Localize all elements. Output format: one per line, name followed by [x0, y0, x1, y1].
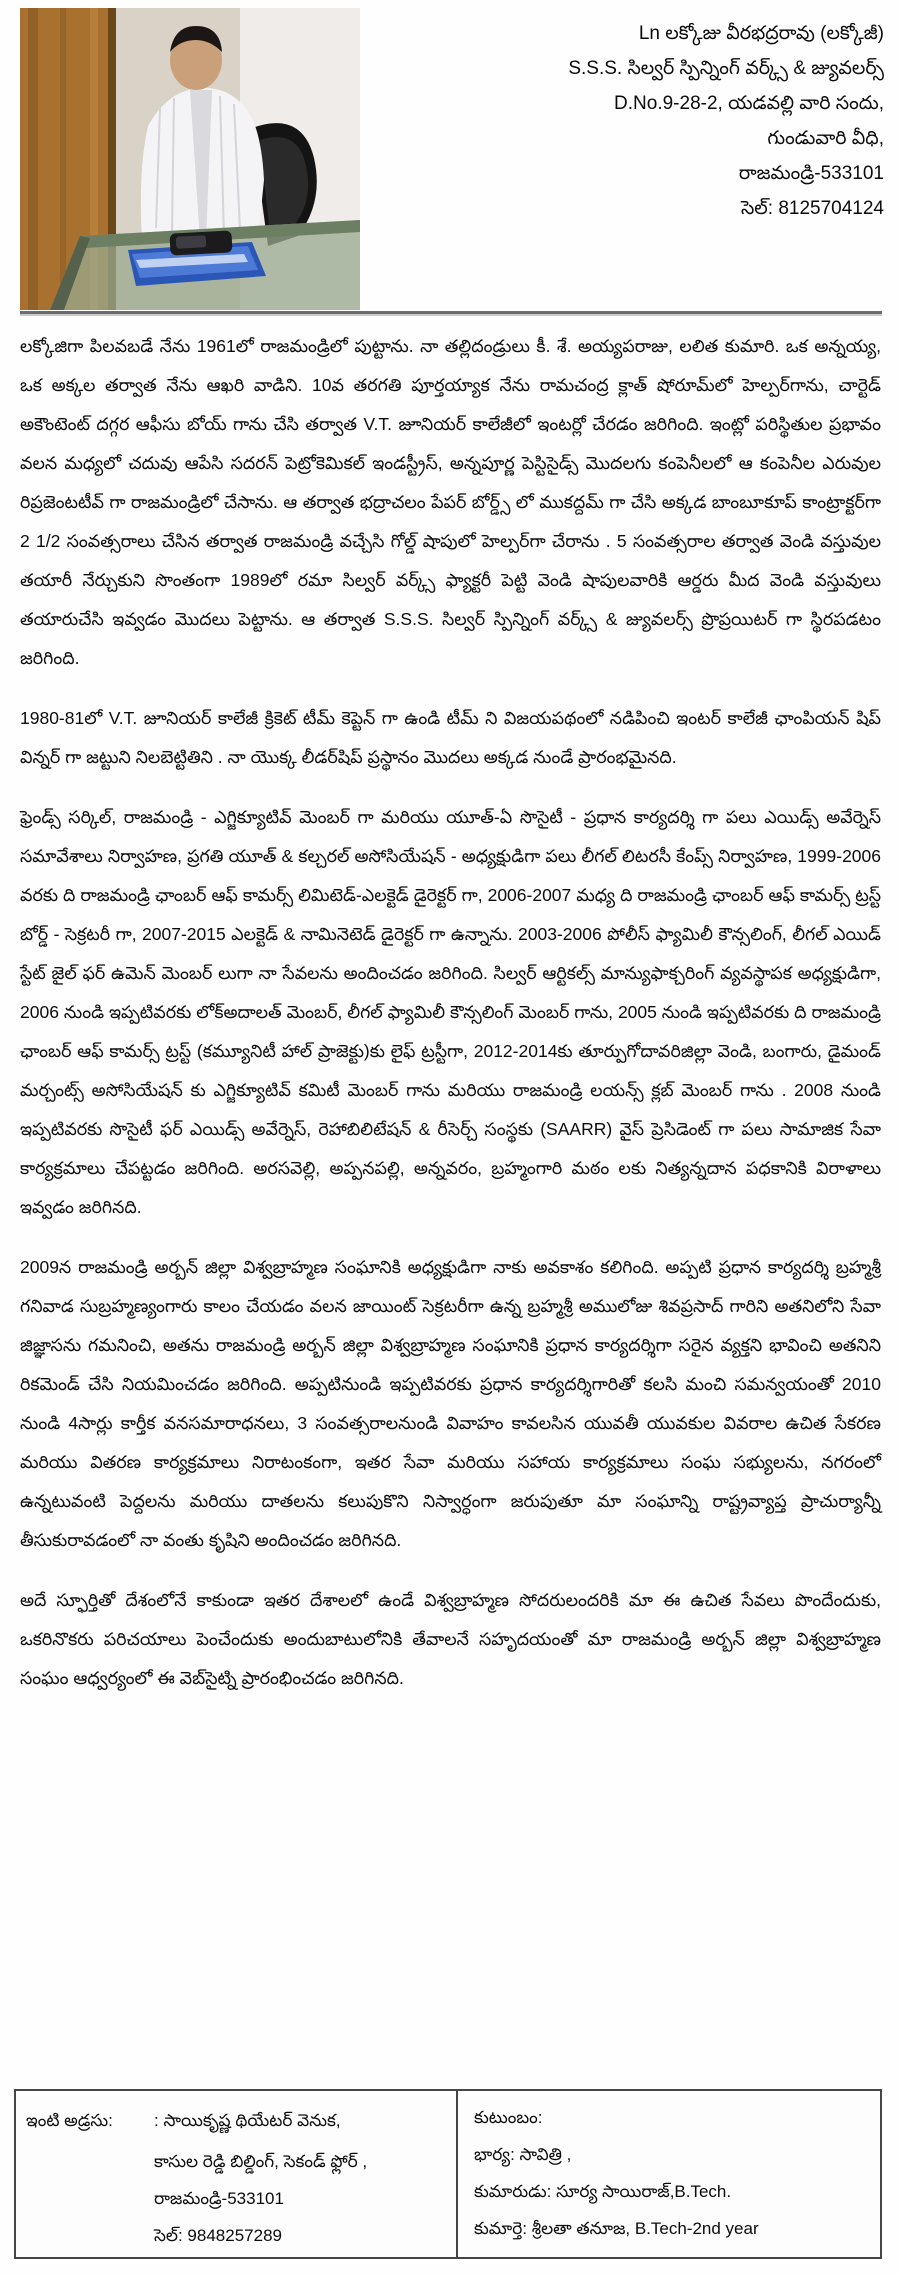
- paragraph-vishwabrahmana-sangham: 2009న రాజమండ్రి అర్బన్ జిల్లా విశ్వబ్రాహ్మణ సంఘానికి అధ్యక్షుడిగా నాకు అవకాశం కలిగింది. అప్పటి ప్రధాన కార్యదర్శి బ్రహ్మశ్రీ గనివాడ సుబ్రహ్మణ్యంగారు కాలం చేయడం వలన జాయింట్ సెక్రటరీగా ఉన్న బ్రహ్మశ్రీ అములోజు శివప్రసాద్ గారిని అతనిలోని సేవా జిజ్ఞాసను గమనించి, అతను రాజమండ్రి అర్బన్ జిల్లా విశ్వబ్రాహ్మణ సంఘానికి ప్రధాన కార్యదర్శిగా సరైన వ్యక్తని భావించి అతనిని రికమెండ్ చేసి నియమించడం జరిగింది. అప్పటినుండి ఇప్పటివరకు ప్రధాన కార్యదర్శిగారితో కలసి మంచి సమన్వయంతో 2010 నుండి 4సార్లు కార్తీక వనసమారాధనలు, 3 సంవత్సరాలనుండి వివాహం కావలసిన యువతీ యువకుల వివరాల ఉచిత సేకరణ మరియు వితరణ కార్యక్రమాలు నిరాటంకంగా, ఇతర సేవా మరియు సహాయ కార్యక్రమాలు సంఘ సభ్యులను, నగరంలో ఉన్నటువంటి పెద్దలను మరియు దాతలను కలుపుకొని నిస్వార్ధంగా జరుపుతూ మా సంఘాన్ని రాష్ట్రవ్యాప్త ప్రాచుర్యాన్నీ తీసుకురావడంలో నా వంతు కృషిని అందించడం జరిగినది.: [20, 1257, 881, 1550]
- family-cell: [458, 2091, 880, 2257]
- home-address-cell: [16, 2091, 458, 2257]
- person-name: Ln లక్కోజు వీరభద్రరావు (లక్కోజీ): [638, 23, 884, 44]
- home-address-label: ఇంటి అడ్రసు:: [26, 2111, 113, 2130]
- paragraph-early-life: లక్కోజిగా పిలవబడే నేను 1961లో రాజమండ్రిలో పుట్టాను. నా తల్లిదండ్రులు కీ. శే. అయ్యపరాజు, లలిత కుమారి. ఒక అన్నయ్య, ఒక అక్కల తర్వాత నేను ఆఖరి వాడిని. 10వ తరగతి పూర్తయ్యాక నేను రామచంద్ర క్లాత్ షోరూమ్‌లో హెల్పర్‌గాను, చార్టెడ్ అకౌంటెంట్ దగ్గర ఆఫీసు బోయ్ గాను చేసి తర్వాత V.T. జూనియర్ కాలేజీలో ఇంటర్లో చేరడం జరిగింది. ఇంట్లో పరిస్థితుల ప్రభావం వలన మధ్యలో చదువు ఆపేసి సదరన్ పెట్రోకెమికల్ ఇండస్ట్రీస్, అన్నపూర్ణ పెస్టిసైడ్స్ మొదలగు కంపెనీలలో ఆ కంపెనీల ఎరువుల రిప్రజెంటటీవ్ గా రాజమండ్రిలో చేసాను. ఆ తర్వాత భద్రాచలం పేపర్ బోర్డ్స్ లో ముకద్దమ్ గా చేసి అక్కడ బాంబూకూప్ కాంట్రాక్టర్‌గా 2 1/2 సంవత్సరాలు చేసిన తర్వాత రాజమండ్రి వచ్చేసి గోల్డ్ షాపులో హెల్పర్‌గా చేరాను . 5 సంవత్సరాల తర్వాత వెండి వస్తువుల తయారీ నేర్చుకుని సొంతంగా 1989లో రమా సిల్వర్ వర్క్స్ ఫ్యాక్టరీ పెట్టి వెండి షాపులవారికి ఆర్డరు మీద వెండి వస్తువులు తయారుచేసి ఇవ్వడం మొదలు పెట్టాను. ఆ తర్వాత S.S.S. సిల్వర్ స్పిన్నింగ్ వర్క్స్ & జ్యువలర్స్ ప్రొప్రయిటర్ గా స్థిరపడటం జరిగింది.: [20, 336, 881, 668]
- header-separator-rule: [20, 311, 882, 316]
- footer-info-table: [14, 2089, 882, 2259]
- paragraph-associations: ఫ్రెండ్స్ సర్కిల్, రాజమండ్రి - ఎగ్జిక్యూటివ్ మెంబర్ గా మరియు యూత్-ఏ సొసైటీ - ప్రధాన కార్యదర్శి గా పలు ఎయిడ్స్ అవేర్నెస్ సమావేశాలు నిర్వాహణ, ప్రగతి యూత్ & కల్చరల్ అసోసియేషన్ - అధ్యక్షుడిగా పలు లీగల్ లిటరసీ కేంప్స్ నిర్వాహణ, 1999-2006 వరకు ది రాజమండ్రి ఛాంబర్ ఆఫ్ కామర్స్ లిమిటెడ్-ఎలక్టెడ్ డైరెక్టర్ గా, 2006-2007 మధ్య ది రాజమండ్రి ఛాంబర్ ఆఫ్ కామర్స్ ట్రస్ట్ బోర్డ్ - సెక్రటరీ గా, 2007-2015 ఎలక్టెడ్ & నామినెటెడ్ డైరెక్టర్ గా ఉన్నాను. 2003-2006 పోలీస్ ఫ్యామిలీ కౌన్సలింగ్, లీగల్ ఎయిడ్ స్టేట్ జైల్ ఫర్ ఉమెన్ మెంబర్ లుగా నా సేవలను అందించడం జరిగింది. సిల్వర్ ఆర్టికల్స్ మాన్యుఫాక్చరింగ్ వ్యవస్థాపక అధ్యక్షుడిగా, 2006 నుండి ఇప్పటివరకు లోక్అదాలత్ మెంబర్, లీగల్ ఫ్యామిలీ కౌన్సలింగ్ మెంబర్ గాను, 2005 నుండి ఇప్పటివరకు ది రాజమండ్రి ఛాంబర్ ఆఫ్ కామర్స్ ట్రస్ట్ (కమ్యూనిటీ హాల్ ప్రాజెక్టు)కు లైఫ్ ట్రస్టీగా, 2012-2014కు తూర్పుగోదావరిజిల్లా వెండి, బంగారు, డైమండ్ మర్చంట్స్ అసోసియేషన్ కు ఎగ్జిక్యూటివ్ కమిటీ మెంబర్ గాను మరియు రాజమండ్రి లయన్స్ క్లబ్ మెంబర్ గాను . 2008 నుండి ఇప్పటివరకు సొసైటీ ఫర్ ఎయిడ్స్ అవేర్నెస్, రెహాబిలిటేషన్ & రీసెర్చ్ సంస్థకు (SAARR) వైస్ ప్రెసిడెంట్ గా పలు సామాజిక సేవా కార్యక్రమాలు చేపట్టడం జరిగింది. అరసవెల్లి, అప్పనపల్లి, అన్నవరం, బ్రహ్మంగారి మఠం లకు నిత్యన్నదాన పధకానికి విరాళాలు ఇవ్వడం జరిగినది.: [20, 807, 881, 1217]
- family-wife: భార్య: సావిత్రి ,: [474, 2145, 572, 2164]
- address-line-2: గుండువారి వీధి,: [767, 128, 884, 149]
- home-phone-number: సెల్: 9848257289: [154, 2226, 282, 2245]
- business-name: S.S.S. సిల్వర్ స్పిన్నింగ్ వర్క్స్ & జ్యువలర్స్: [568, 58, 884, 79]
- address-line-3: రాజమండ్రి-533101: [738, 163, 884, 184]
- address-line-1: D.No.9-28-2, యడవల్లి వారి సందు,: [614, 93, 884, 114]
- home-address-line: : సాయికృష్ణ థియేటర్ వెనుక,: [154, 2111, 341, 2130]
- paragraph-website-launch: అదే స్ఫూర్తితో దేశంలోనే కాకుండా ఇతర దేశాలలో ఉండే విశ్వబ్రాహ్మణ సోదరులందరికి మా ఈ ఉచిత సేవలు పొందేందుకు, ఒకరినొకరు పరిచయాలు పెంచేందుకు అందుబాటులోనికి తేవాలనే సహృదయంతో మా రాజమండ్రి అర్బన్ జిల్లా విశ్వబ్రాహ్మణ సంఘం ఆధ్వర్యంలో ఈ వెబ్‌సైట్ని ప్రారంభించడం జరిగినది.: [20, 1590, 881, 1688]
- home-address-line: కాసుల రెడ్డి బిల్డింగ్, సెకండ్ ఫ్లోర్ ,: [154, 2152, 368, 2171]
- biography-text: [20, 327, 881, 1719]
- paragraph-cricket-captain: 1980-81లో V.T. జూనియర్ కాలేజీ క్రికెట్ టీమ్ కెప్టెన్ గా ఉండి టీమ్ ని విజయపథంలో నడిపించి ఇంటర్ కాలేజీ ఛాంపియన్ షిప్ విన్నర్ గా జట్టుని నిలబెట్టితిని . నా యొక్క లీడర్‌షిప్ ప్రస్థానం మొదలు అక్కడ నుండే ప్రారంభమైనది.: [20, 708, 881, 767]
- header-contact-block: [364, 16, 884, 226]
- family-lines: [474, 2136, 872, 2247]
- phone-number: సెల్: 8125704124: [740, 198, 884, 219]
- family-daughter: కుమార్తె: శ్రీలతా తనూజ, B.Tech-2nd year: [474, 2219, 759, 2238]
- family-son: కుమారుడు: సూర్య సాయిరాజ్,B.Tech.: [474, 2182, 732, 2201]
- portrait-photo: [20, 8, 360, 310]
- family-label: కుటుంబం:: [474, 2108, 543, 2127]
- home-address-line: రాజమండ్రి-533101: [154, 2189, 284, 2208]
- home-address-lines: [154, 2099, 367, 2254]
